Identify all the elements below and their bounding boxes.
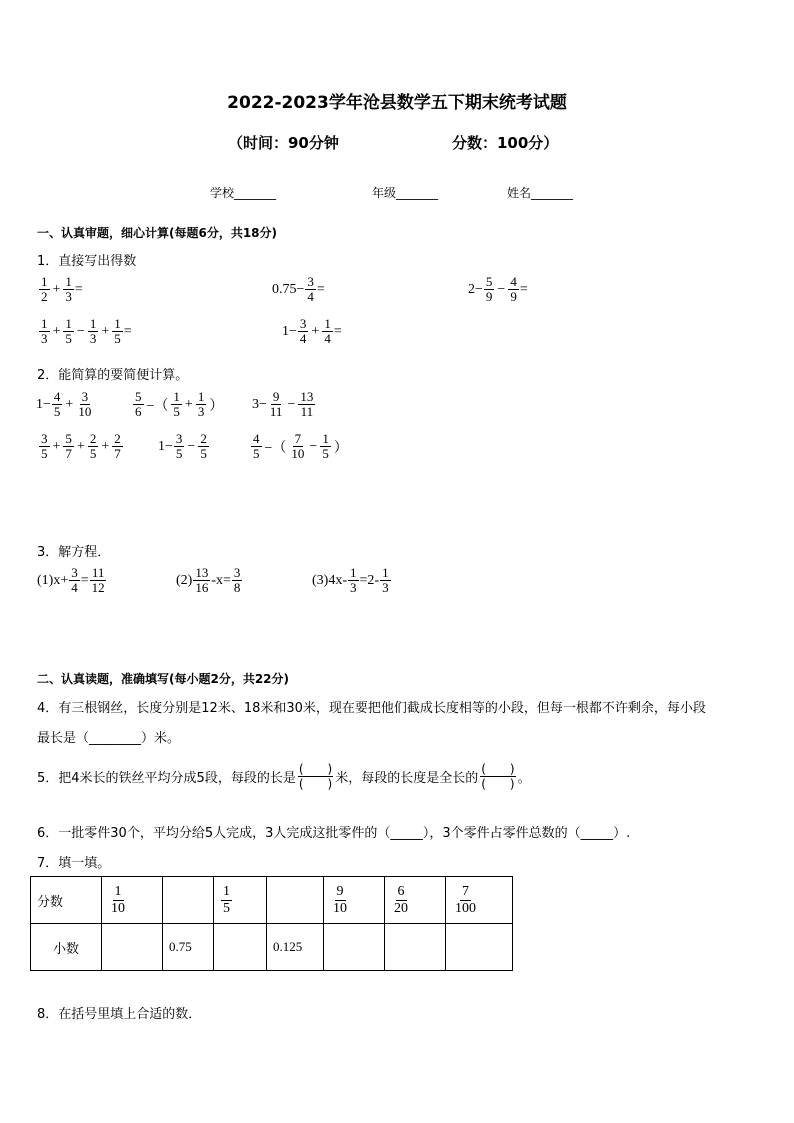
table-cell: $\frac{9}{10}$ xyxy=(324,877,385,924)
table-cell-blank[interactable] xyxy=(102,924,163,971)
table-cell: $\frac{1}{10}$ xyxy=(102,877,163,924)
q8: 8．在括号里填上合适的数． xyxy=(37,1007,202,1022)
q4-line1: 4．有三根钢丝，长度分别是12米、18米和30米，现在要把他们截成长度相等的小段，但每一根都不许剩余，每小段 xyxy=(37,701,706,716)
table-cell-blank[interactable] xyxy=(267,877,324,924)
table-cell: $\frac{1}{5}$ xyxy=(214,877,267,924)
q1-label: 1．直接写出得数 xyxy=(37,254,137,269)
q1-expr-5: 1− $\frac{3}{4}$ + $\frac{1}{4}$ = xyxy=(282,316,342,347)
q2-expr-5: 1− $\frac{3}{5}$ − $\frac{2}{5}$ xyxy=(158,431,207,462)
fraction-decimal-table xyxy=(30,876,513,971)
table-cell: 0.75 xyxy=(163,924,214,971)
q2-expr-1: 1− $\frac{4}{5}$ + $\frac{3}{10}$ xyxy=(36,389,92,420)
page-title: 2022-2023学年沧县数学五下期末统考试题 xyxy=(227,93,567,113)
table-cell-blank[interactable] xyxy=(324,924,385,971)
name-field[interactable]: 姓名_______ xyxy=(507,186,574,200)
table-row xyxy=(31,924,513,971)
q1-expr-4: $\frac{1}{3}$ + $\frac{1}{5}$ − $\frac{1}{3}$ + $\frac{1}{5}$ = xyxy=(41,316,132,347)
q3-label: 3．解方程． xyxy=(37,545,111,560)
table-cell-blank[interactable] xyxy=(385,924,446,971)
q1-expr-3: 2− $\frac{5}{9}$ − $\frac{4}{9}$ = xyxy=(468,274,528,305)
table-cell-blank[interactable] xyxy=(214,924,267,971)
table-row xyxy=(31,877,513,924)
table-cell: 0.125 xyxy=(267,924,324,971)
table-cell: $\frac{6}{20}$ xyxy=(385,877,446,924)
q3-eq-1: (1)x+ $\frac{3}{4}$ = $\frac{11}{12}$ xyxy=(37,565,105,596)
table-cell: $\frac{7}{100}$ xyxy=(446,877,513,924)
q5: 5．把4米长的铁丝平均分成5段，每段的长是 ( ) ( ) 米，每段的长度是全长的 ( ) ( ) 。 xyxy=(37,762,531,792)
q2-expr-3: 3− $\frac{9}{11}$ − $\frac{13}{11}$ xyxy=(252,389,314,420)
q2-label: 2．能简算的要简便计算。 xyxy=(37,368,189,383)
section1-heading: 一、认真审题，细心计算(每题6分，共18分) xyxy=(37,226,278,240)
q6: 6．一批零件30个，平均分给5人完成，3人完成这批零件的（_____），3个零件占零件总数的（_____）. xyxy=(37,826,631,841)
exam-score: 分数：100分） xyxy=(452,134,559,152)
q1-expr-2: 0.75− $\frac{3}{4}$ = xyxy=(272,274,325,305)
q5-blank-1[interactable]: ( ) ( ) xyxy=(298,762,333,792)
q2-expr-4: $\frac{3}{5}$ + $\frac{5}{7}$ + $\frac{2}{5}$ + $\frac{2}{7}$ xyxy=(41,431,121,462)
q2-expr-2: $\frac{5}{6}$ −（ $\frac{1}{5}$ + $\frac{1}{3}$ ） xyxy=(135,389,224,420)
q4-line2: 最长是（________）米。 xyxy=(37,731,181,746)
grade-field[interactable]: 年级_______ xyxy=(372,186,439,200)
exam-time: （时间：90分钟 xyxy=(228,134,339,152)
table-cell-blank[interactable] xyxy=(446,924,513,971)
section2-heading: 二、认真读题，准确填写(每小题2分，共22分) xyxy=(37,672,290,686)
q1-expr-1: $\frac{1}{2}$ + $\frac{1}{3}$ = xyxy=(41,274,83,305)
q5-blank-2[interactable]: ( ) ( ) xyxy=(481,762,515,792)
q3-eq-2: (2) $\frac{13}{16}$ -x= $\frac{3}{8}$ xyxy=(176,565,241,596)
q3-eq-3: (3)4x- $\frac{1}{3}$ =2- $\frac{1}{3}$ xyxy=(312,565,389,596)
table-cell-blank[interactable] xyxy=(163,877,214,924)
row-label-fraction: 分数 xyxy=(31,877,102,924)
school-field[interactable]: 学校_______ xyxy=(210,186,277,200)
row-label-decimal: 小数 xyxy=(31,924,102,971)
q2-expr-6: $\frac{4}{5}$ −（ $\frac{7}{10}$ − $\frac{1}{5}$ ） xyxy=(253,431,348,462)
q7-label: 7．填一填。 xyxy=(37,856,111,871)
